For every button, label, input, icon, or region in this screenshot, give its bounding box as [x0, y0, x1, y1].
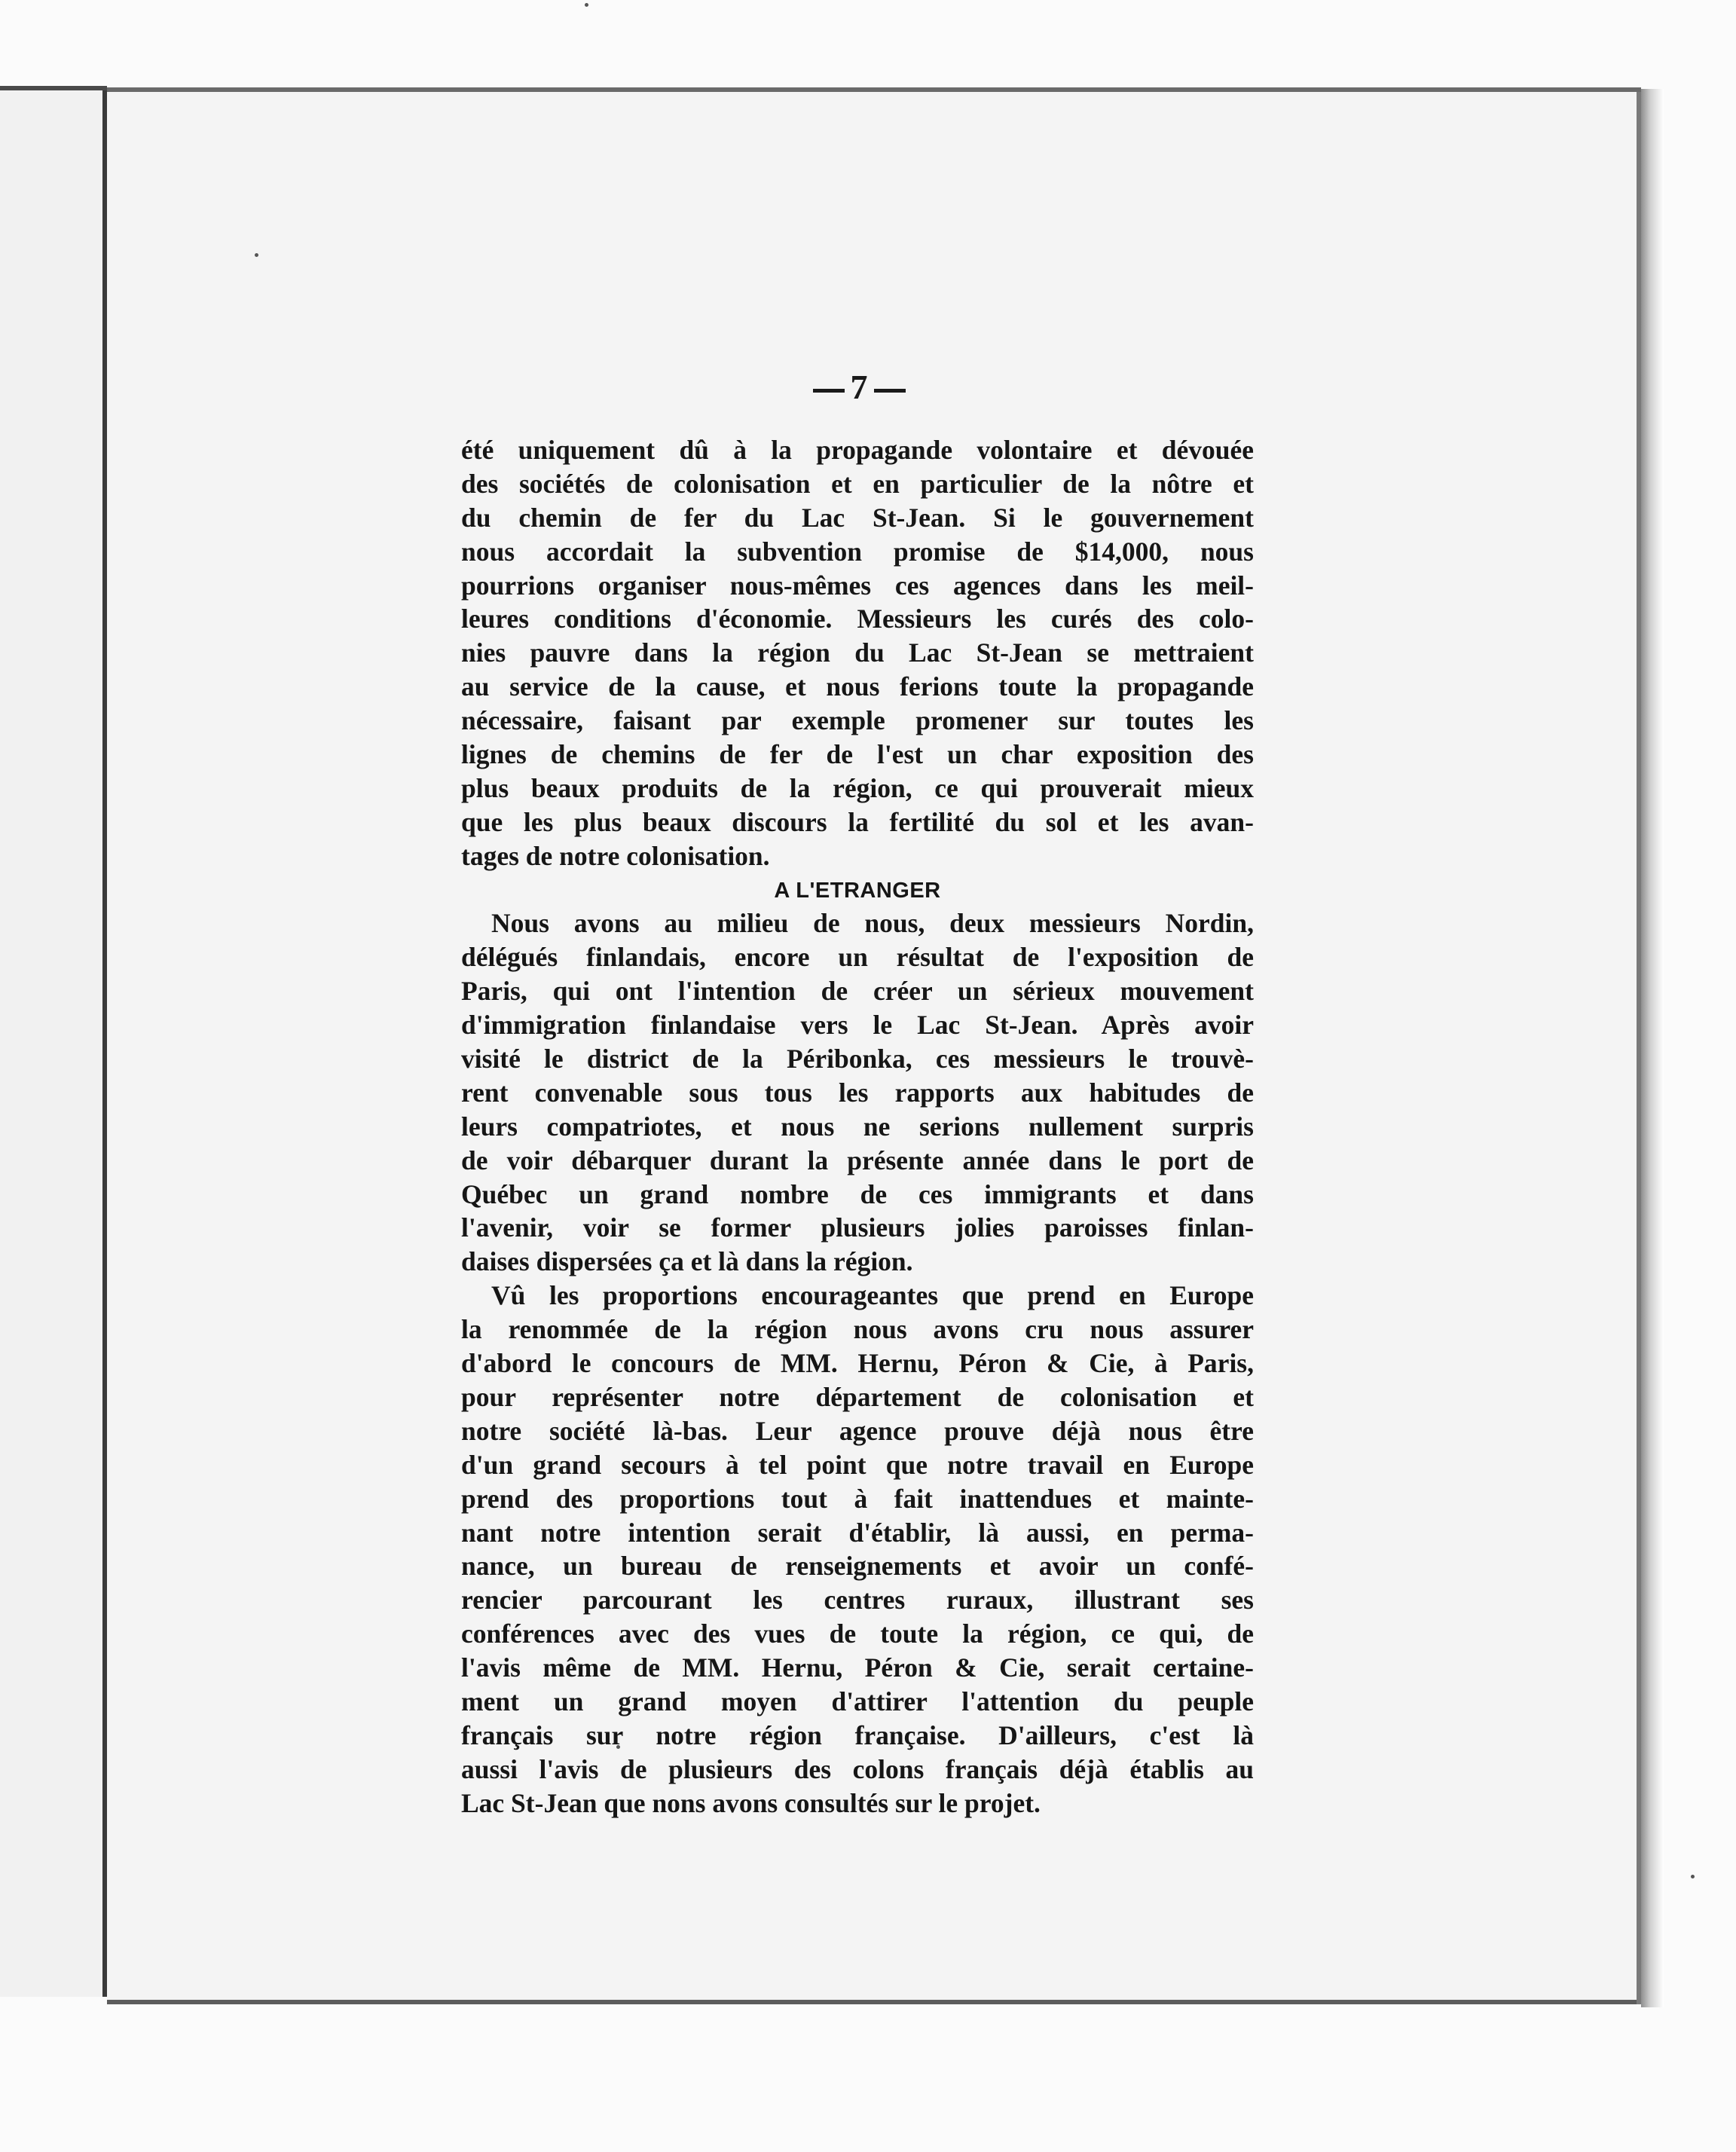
text-line: que les plus beaux discours la fertilité du sol et les avan-: [461, 806, 1254, 837]
text-line: la renommée de la région nous avons cru nous assurer: [461, 1314, 1254, 1345]
text-line: daises dispersées ça et là dans la région.: [461, 1246, 913, 1277]
text-line: plus beaux produits de la région, ce qui prouverait mieux: [461, 772, 1254, 803]
text-line: leures conditions d'économie. Messieurs les curés des colo-: [461, 604, 1254, 634]
left-page-sliver: [0, 90, 105, 1997]
text-line: ment un grand moyen d'attirer l'attention du peuple: [461, 1686, 1254, 1716]
text-line: pour représenter notre département de colonisation et: [461, 1381, 1254, 1412]
text-line: visité le district de la Péribonka, ces messieurs le trouvè-: [461, 1044, 1254, 1074]
text-line: nécessaire, faisant par exemple promener sur toutes les: [461, 705, 1254, 736]
text-line: aussi l'avis de plusieurs des colons français déjà établis au: [461, 1753, 1254, 1784]
text-line: rent convenable sous tous les rapports aux habitudes de: [461, 1077, 1254, 1108]
text-line: français sur notre région française. D'ailleurs, c'est là: [461, 1719, 1254, 1750]
scan-speck: [255, 253, 258, 257]
text-line: Paris, qui ont l'intention de créer un sérieux mouvement: [461, 976, 1254, 1007]
text-line: tages de notre colonisation.: [461, 840, 770, 871]
page-number: [784, 368, 934, 407]
scan-speck: [585, 3, 588, 7]
text-line: d'immigration finlandaise vers le Lac St-Jean. Après avoir: [461, 1010, 1254, 1041]
page-number-dash: [874, 389, 906, 393]
text-line: nant notre intention serait d'établir, là aussi, en perma-: [461, 1517, 1254, 1548]
body-text: [461, 433, 1254, 1820]
text-line: lignes de chemins de fer de l'est un char exposition des: [461, 739, 1254, 770]
text-line: Lac St-Jean que nons avons consultés sur le projet.: [461, 1787, 1041, 1818]
text-line: pourrions organiser nous-mêmes ces agences dans les meil-: [461, 570, 1254, 601]
section-heading: A L'ETRANGER: [774, 878, 941, 903]
text-line: été uniquement dû à la propagande volontaire et dévouée: [461, 435, 1254, 465]
text-line: délégués finlandais, encore un résultat de l'exposition de: [461, 942, 1254, 973]
text-line: l'avenir, voir se former plusieurs jolies paroisses finlan-: [461, 1212, 1254, 1243]
paragraph-2: [461, 906, 1254, 1279]
text-line: rencier parcourant les centres ruraux, illustrant ses: [461, 1585, 1254, 1616]
text-line: prend des proportions tout à fait inattendues et mainte-: [461, 1483, 1254, 1514]
text-line: conférences avec des vues de toute la région, ce qui, de: [461, 1619, 1254, 1649]
text-line: Vû les proportions encourageantes que prend en Europe: [491, 1280, 1254, 1311]
text-line: nance, un bureau de renseignements et avoir un confé-: [461, 1551, 1254, 1582]
text-line: de voir débarquer durant la présente année dans le port de: [461, 1145, 1254, 1175]
scan-speck: [1691, 1875, 1695, 1878]
text-line: Québec un grand nombre de ces immigrants et dans: [461, 1178, 1254, 1209]
text-line: d'abord le concours de MM. Hernu, Péron & Cie, à Paris,: [461, 1348, 1254, 1379]
text-line: notre société là-bas. Leur agence prouve déjà nous être: [461, 1415, 1254, 1446]
text-line: nies pauvre dans la région du Lac St-Jean se mettraient: [461, 637, 1254, 668]
text-line: d'un grand secours à tel point que notre travail en Europe: [461, 1449, 1254, 1480]
text-line: nous accordait la subvention promise de $14,000, nous: [461, 536, 1254, 567]
page-number-value: 7: [850, 368, 868, 406]
text-line: des sociétés de colonisation et en particulier de la nôtre et: [461, 468, 1254, 499]
page-right-edge: [1641, 89, 1664, 2007]
text-line: leurs compatriotes, et nous ne serions nullement surpris: [461, 1111, 1254, 1142]
text-line: du chemin de fer du Lac St-Jean. Si le gouvernement: [461, 502, 1254, 533]
page-number-dash: [813, 389, 845, 393]
text-line: au service de la cause, et nous ferions toute la propagande: [461, 671, 1254, 702]
paragraph-3: [461, 1279, 1254, 1820]
text-line: l'avis même de MM. Hernu, Péron & Cie, serait certaine-: [461, 1652, 1254, 1683]
paragraph-1: [461, 433, 1254, 873]
text-line: Nous avons au milieu de nous, deux messieurs Nordin,: [491, 908, 1254, 939]
